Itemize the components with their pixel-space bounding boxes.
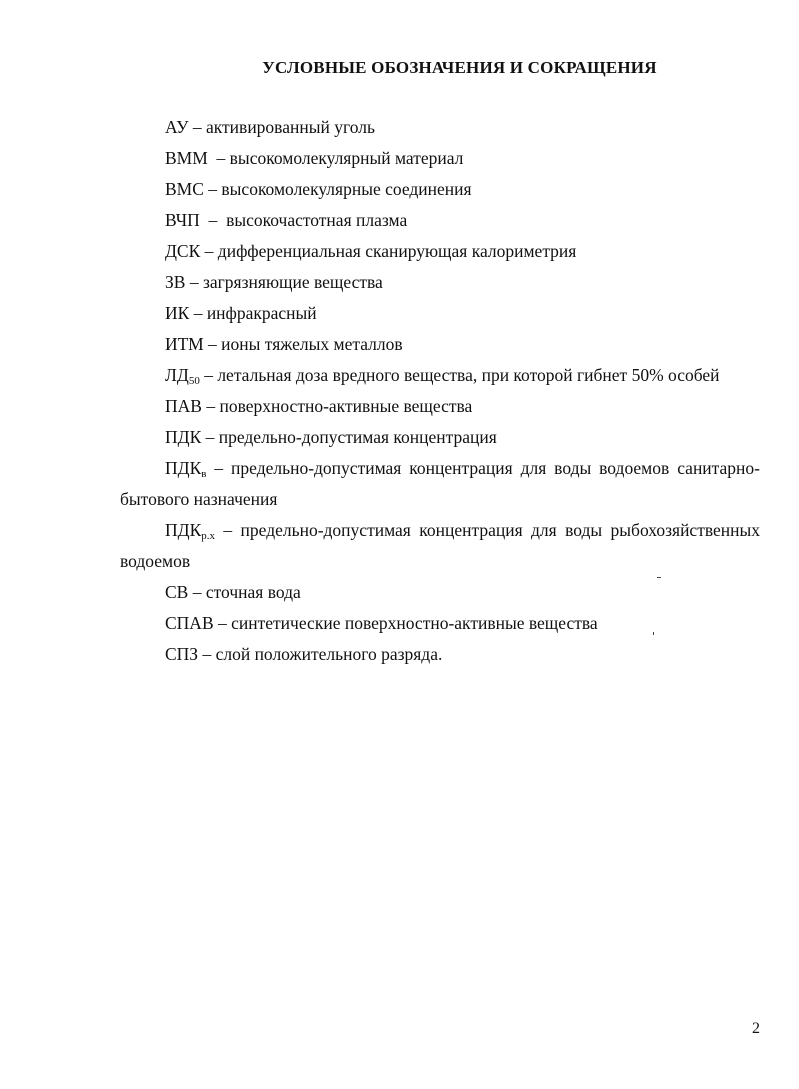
abbreviation: ВЧП xyxy=(165,210,200,230)
abbreviation-entry: ПАВ – поверхностно-активные вещества xyxy=(165,396,473,416)
abbreviation: ИК xyxy=(165,303,190,323)
abbreviation-entry: СПЗ – слой положительного разряда. xyxy=(165,644,443,664)
abbreviation: $ПДК_{р.х}$ xyxy=(165,520,215,542)
abbreviation: ВММ xyxy=(165,148,208,168)
abbreviation-entry: ИТМ – ионы тяжелых металлов xyxy=(165,334,403,354)
abbreviation-entry: $ПДК_{р.х}$ – предельно-допустимая концентрация для воды рыбохозяйственных водоемов xyxy=(120,520,761,571)
abbreviation: ПДК xyxy=(165,427,202,447)
definition: поверхностно-активные вещества xyxy=(219,396,473,416)
abbreviation-entry: ВМС – высокомолекулярные соединения xyxy=(165,179,472,199)
page-title: УСЛОВНЫЕ ОБОЗНАЧЕНИЯ И СОКРАЩЕНИЯ xyxy=(262,58,657,77)
abbreviation: АУ xyxy=(165,117,189,137)
abbreviation-entry: ВММ – высокомолекулярный материал xyxy=(165,148,464,168)
abbreviation-entry: ЗВ – загрязняющие вещества xyxy=(165,272,383,292)
definition: инфракрасный xyxy=(206,303,317,323)
page-number: 2 xyxy=(752,1020,760,1037)
abbreviation: $ПДК_в$ xyxy=(165,458,207,480)
abbreviation: ИТМ xyxy=(165,334,204,354)
abbreviation: ЗВ xyxy=(165,272,186,292)
abbreviation-entry: ИК – инфракрасный xyxy=(165,303,317,323)
abbreviation-entry: $ЛД_{50}$ – летальная доза вредного вещества, при которой гибнет 50% особей xyxy=(165,365,720,387)
definition: высокочастотная плазма xyxy=(226,210,408,230)
abbreviation-entry: АУ – активированный уголь xyxy=(165,117,375,137)
abbreviation: СВ xyxy=(165,582,189,602)
definition: дифференциальная сканирующая калориметрия xyxy=(217,241,577,261)
definition: синтетические поверхностно-активные вещества xyxy=(231,613,598,633)
definition: предельно-допустимая концентрация для воды рыбохозяйственных водоемов xyxy=(120,520,761,571)
abbreviation: СПЗ xyxy=(165,644,199,664)
definition: активированный уголь xyxy=(206,117,375,137)
abbreviation: ВМС xyxy=(165,179,204,199)
scan-speck xyxy=(653,632,654,635)
scan-speck xyxy=(657,577,661,578)
abbreviation: $ЛД_{50}$ xyxy=(165,365,200,387)
abbreviation: ПАВ xyxy=(165,396,202,416)
definition: ионы тяжелых металлов xyxy=(221,334,403,354)
abbreviation: ДСК xyxy=(165,241,201,261)
abbreviation: СПАВ xyxy=(165,613,214,633)
abbreviation-entry: $ПДК_в$ – предельно-допустимая концентрация для воды водоемов санитарно-бытового назначения xyxy=(120,458,760,509)
definition: высокомолекулярные соединения xyxy=(221,179,472,199)
abbreviation-entry: ВЧП – высокочастотная плазма xyxy=(165,210,408,230)
definition: летальная доза вредного вещества, при которой гибнет 50% особей xyxy=(217,365,720,385)
definition: предельно-допустимая концентрация для воды водоемов санитарно-бытового назначения xyxy=(120,458,760,509)
abbreviation-entry: СПАВ – синтетические поверхностно-активные вещества xyxy=(165,613,598,633)
definition: сточная вода xyxy=(205,582,301,602)
abbreviation-entry: ПДК – предельно-допустимая концентрация xyxy=(165,427,497,447)
abbreviation-list xyxy=(120,112,760,670)
definition: предельно-допустимая концентрация xyxy=(218,427,497,447)
definition: высокомолекулярный материал xyxy=(229,148,464,168)
definition: загрязняющие вещества xyxy=(202,272,383,292)
abbreviation-entry: ДСК – дифференциальная сканирующая калориметрия xyxy=(165,241,577,261)
abbreviation-entry: СВ – сточная вода xyxy=(165,582,301,602)
definition: слой положительного разряда. xyxy=(215,644,443,664)
